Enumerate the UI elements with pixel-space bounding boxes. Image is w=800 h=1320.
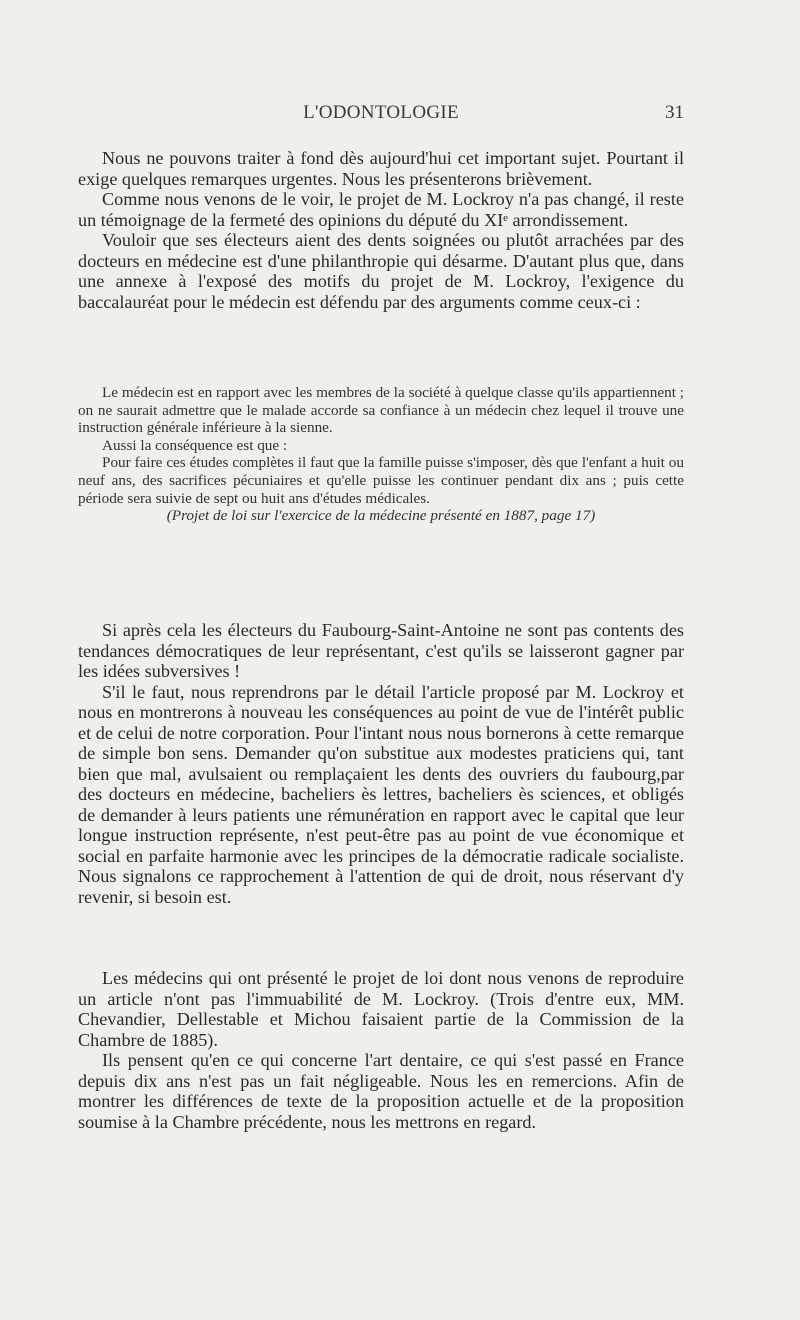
paragraph: Les médecins qui ont présenté le projet de loi dont nous venons de reproduire un article n'ont pas l'immuabilité de M. Lockroy. (Trois d'entre eux, MM. Chevandier, Dellestable et Michou faisaient partie de la Commission de la Chambre de 1885). [78,968,684,1050]
block-quote [78,384,684,525]
paragraph: Comme nous venons de le voir, le projet de M. Lockroy n'a pas changé, il reste un témoignage de la fermeté des opinions du député du XIᵉ arrondissement. [78,189,684,230]
middle-section [78,620,684,907]
paragraph: Vouloir que ses électeurs aient des dents soignées ou plutôt arrachées par des docteurs en médecine est d'une philanthropie qui désarme. D'autant plus que, dans une annexe à l'exposé des motifs du projet de M. Lockroy, l'exigence du baccalauréat pour le médecin est défendu par des arguments comme ceux-ci : [78,230,684,312]
quote-paragraph: Le médecin est en rapport avec les membres de la société à quelque classe qu'ils appartiennent ; on ne saurait admettre que le malade accorde sa confiance à un médecin chez lequel il trouve une instruction générale inférieure à la sienne. [78,384,684,437]
quote-paragraph: Aussi la conséquence est que : [102,436,288,454]
page-number: 31 [665,102,684,123]
paragraph: Si après cela les électeurs du Faubourg-Saint-Antoine ne sont pas contents des tendances démocratiques de leur représentant, c'est qu'ils se laisseront gagner par les idées subversives ! [78,620,684,681]
running-head [78,102,684,130]
quote-citation: (Projet de loi sur l'exercice de la médecine présenté en 1887, page 17) [166,507,596,525]
paragraph: S'il le faut, nous reprendrons par le détail l'article proposé par M. Lockroy et nous en montrerons à nouveau les conséquences au point de vue de l'intérêt public et de celui de notre corporation. Pour l'intant nous nous bornerons à cette remarque de simple bon sens. Demander qu'on substitue aux modestes praticiens qui, tant bien que mal, avulsaient ou remplaçaient les dents des ouvriers du faubourg,par des docteurs en médecine, bacheliers ès lettres, bacheliers ès sciences, et obligés de demander à leurs patients une rémunération en rapport avec le capital que leur longue instruction représente, n'est peut-être pas au point de vue économique et social en parfaite harmonie avec les principes de la démocratie radicale socialiste. Nous signalons ce rapprochement à l'attention de qui de droit, nous réservant d'y revenir, si besoin est. [78,681,684,907]
paragraph: Ils pensent qu'en ce qui concerne l'art dentaire, ce qui s'est passé en France depuis dix ans n'est pas un fait négligeable. Nous les en remercions. Afin de montrer les différences de texte de la proposition actuelle et de la proposition soumise à la Chambre précédente, nous les mettrons en regard. [78,1050,684,1132]
closing-section [78,968,684,1132]
running-title: L'ODONTOLOGIE [303,102,459,123]
quote-paragraph: Pour faire ces études complètes il faut que la famille puisse s'imposer, dès que l'enfant a huit ou neuf ans, des sacrifices pécuniaires et qu'elle puisse les continuer pendant dix ans ; puis cette période sera suivie de sept ou huit ans d'études médicales. [78,454,684,507]
opening-section [78,148,684,312]
paragraph: Nous ne pouvons traiter à fond dès aujourd'hui cet important sujet. Pourtant il exige quelques remarques urgentes. Nous les présenterons brièvement. [78,148,684,189]
